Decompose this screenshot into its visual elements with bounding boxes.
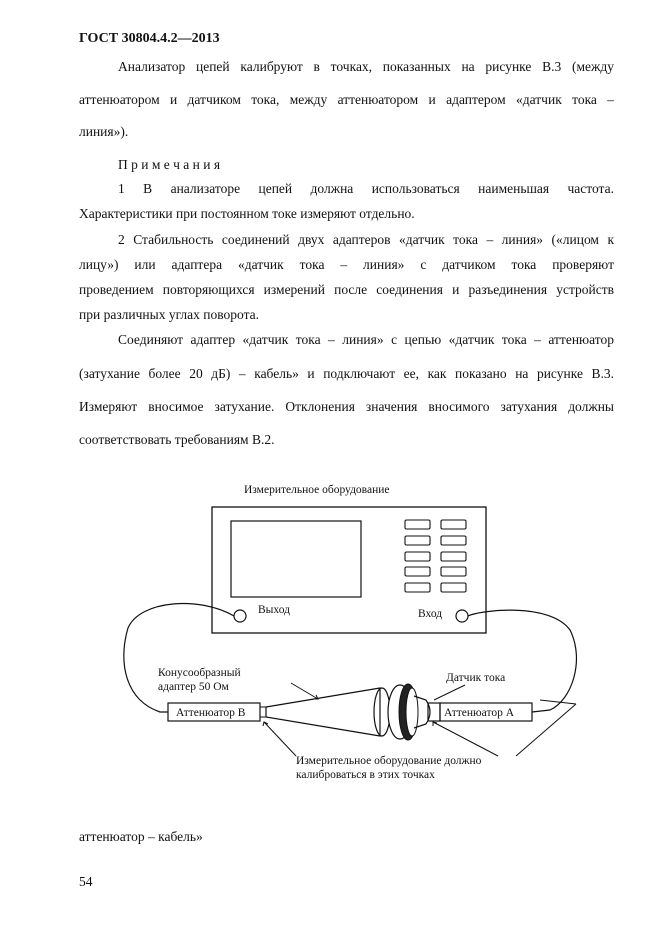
paragraph2-line4: соответствовать требованиям В.2. <box>79 432 275 447</box>
output-connector-icon <box>234 610 246 622</box>
output-cable <box>124 604 234 713</box>
equipment-buttons <box>405 520 466 592</box>
note2-line4: при различных углах поворота. <box>79 307 260 322</box>
equipment-label: Измерительное оборудование <box>244 484 390 496</box>
conical-adapter <box>266 684 430 740</box>
input-label: Вход <box>418 608 443 620</box>
paragraph1-line3: линия»). <box>79 124 129 139</box>
pointer-lines <box>263 683 576 756</box>
paragraph2-line2: (затухание более 20 дБ) – кабель» и подключают ее, как показано на рисунке В.3. <box>79 366 614 381</box>
page-number: 54 <box>79 874 93 889</box>
note2-line3: проведением повторяющихся измерений после соединения и разъединения устройств <box>79 282 614 297</box>
input-cable <box>468 610 576 712</box>
paragraph1-line2: аттенюатором и датчиком тока, между аттенюатором и адаптером «датчик тока – <box>79 92 614 107</box>
equipment-screen <box>231 521 361 597</box>
document-header: ГОСТ 30804.4.2—2013 <box>79 31 220 46</box>
paragraph2-line3: Измеряют вносимое затухание. Отклонения значения вносимого затухания должны <box>79 399 614 414</box>
note2-line1: 2 Стабильность соединений двух адаптеров «датчик тока – линия» («лицом к <box>118 232 614 247</box>
input-connector-icon <box>456 610 468 622</box>
note1-line1: 1 В анализаторе цепей должна использоваться наименьшая частота. <box>118 181 614 196</box>
figure-b3-diagram <box>0 470 662 810</box>
output-label: Выход <box>258 604 290 616</box>
adapter-label-line1: Конусообразный <box>158 667 241 679</box>
attenuator-a-label: Аттенюатор А <box>444 707 514 719</box>
calibration-label-line1: Измерительное оборудование должно <box>296 755 482 767</box>
sensor-label: Датчик тока <box>446 672 506 684</box>
measuring-equipment <box>212 507 486 633</box>
note2-line2: лицу») или адаптера «датчик тока – линия» с датчиком тока проверяют <box>79 257 614 272</box>
notes-heading: П р и м е ч а н и я <box>118 157 221 172</box>
calibration-label-line2: калиброваться в этих точках <box>296 769 435 781</box>
paragraph2-line1: Соединяют адаптер «датчик тока – линия» с цепью «датчик тока – аттенюатор <box>118 332 614 347</box>
paragraph1-line1: Анализатор цепей калибруют в точках, показанных на рисунке В.3 (между <box>118 59 614 74</box>
attenuator-b-label: Аттенюатор В <box>176 707 246 719</box>
caption-tail: аттенюатор – кабель» <box>79 829 203 844</box>
adapter-label-line2: адаптер 50 Ом <box>158 681 229 693</box>
note1-line2: Характеристики при постоянном токе измеряют отдельно. <box>79 206 415 221</box>
